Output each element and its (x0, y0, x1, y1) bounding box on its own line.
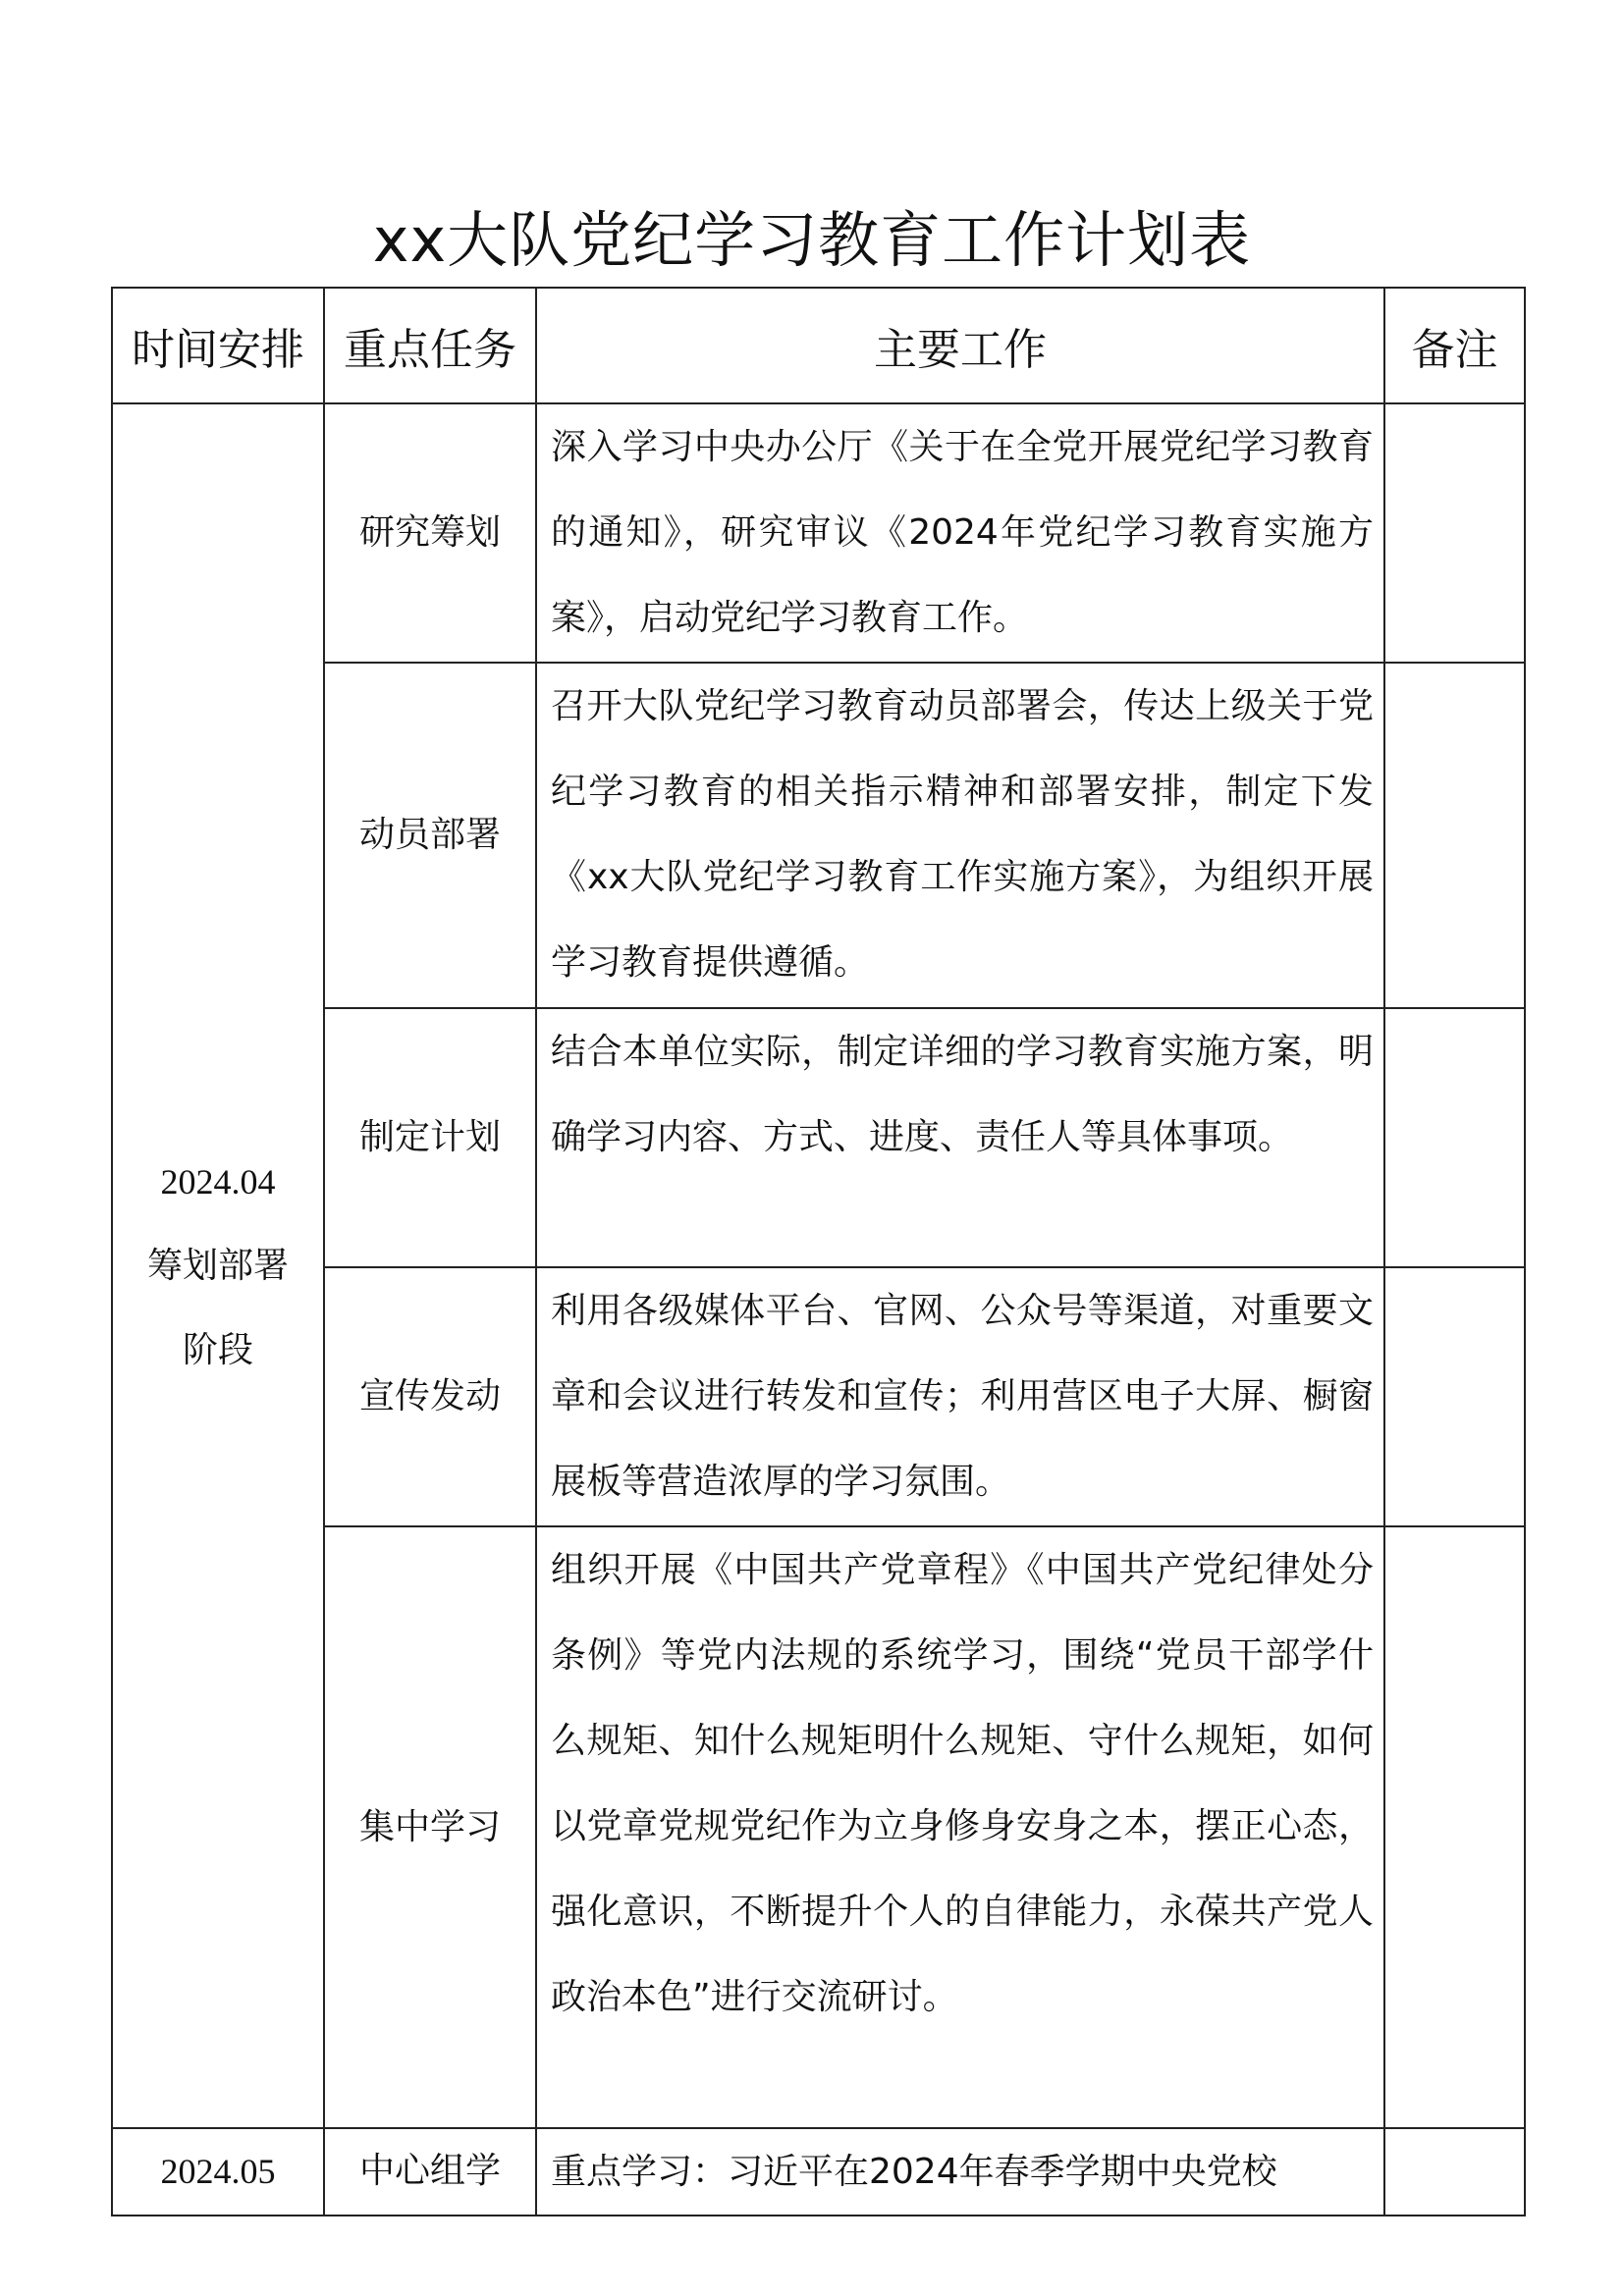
table-row (112, 1526, 1525, 2128)
work-cell: 重点学习：习近平在2024年春季学期中央党校 (536, 2128, 1384, 2216)
header-time: 时间安排 (112, 288, 324, 403)
header-task: 重点任务 (324, 288, 536, 403)
table-row (112, 663, 1525, 1008)
page-title: xx大队党纪学习教育工作计划表 (372, 204, 1252, 276)
phase-label-line1: 筹划部署 (146, 1245, 289, 1286)
task-cell: 动员部署 (324, 663, 536, 1008)
phase-cell (112, 403, 324, 2128)
phase-date: 2024.04 (160, 1161, 276, 1201)
work-cell: 利用各级媒体平台、官网、公众号等渠道，对重要文章和会议进行转发和宣传；利用营区电子大屏、橱窗展板等营造浓厚的学习氛围。 (536, 1267, 1384, 1526)
work-cell: 组织开展《中国共产党章程》《中国共产党纪律处分条例》等党内法规的系统学习，围绕“党员干部学什么规矩、知什么规矩明什么规矩、守什么规矩，如何以党章党规党纪作为立身修身安身之本，摆正心态，强化意识，不断提升个人的自律能力，永葆共产党人政治本色”进行交流研讨。 (536, 1526, 1384, 2128)
table-row (112, 2128, 1525, 2216)
work-cell: 结合本单位实际，制定详细的学习教育实施方案，明确学习内容、方式、进度、责任人等具体事项。 (536, 1008, 1384, 1267)
note-cell (1384, 663, 1525, 1008)
phase2-date: 2024.05 (160, 2152, 276, 2191)
table-row (112, 403, 1525, 663)
task-cell: 宣传发动 (324, 1267, 536, 1526)
header-work: 主要工作 (536, 288, 1384, 403)
task-cell: 研究筹划 (324, 403, 536, 663)
table-header-row (112, 288, 1525, 403)
task-cell: 制定计划 (324, 1008, 536, 1267)
work-plan-table (111, 287, 1526, 2216)
note-cell (1384, 2128, 1525, 2216)
note-cell (1384, 1008, 1525, 1267)
note-cell (1384, 1267, 1525, 1526)
table-row (112, 1008, 1525, 1267)
note-cell (1384, 403, 1525, 663)
work-cell: 深入学习中央办公厅《关于在全党开展党纪学习教育的通知》，研究审议《2024年党纪学习教育实施方案》，启动党纪学习教育工作。 (536, 403, 1384, 663)
table-row (112, 1267, 1525, 1526)
phase-label-line2: 阶段 (182, 1329, 253, 1370)
header-note: 备注 (1384, 288, 1525, 403)
note-cell (1384, 1526, 1525, 2128)
work-cell: 召开大队党纪学习教育动员部署会，传达上级关于党纪学习教育的相关指示精神和部署安排，制定下发《xx大队党纪学习教育工作实施方案》，为组织开展学习教育提供遵循。 (536, 663, 1384, 1008)
task-cell: 中心组学 (324, 2128, 536, 2216)
task-cell: 集中学习 (324, 1526, 536, 2128)
phase2-date-cell (112, 2128, 324, 2216)
